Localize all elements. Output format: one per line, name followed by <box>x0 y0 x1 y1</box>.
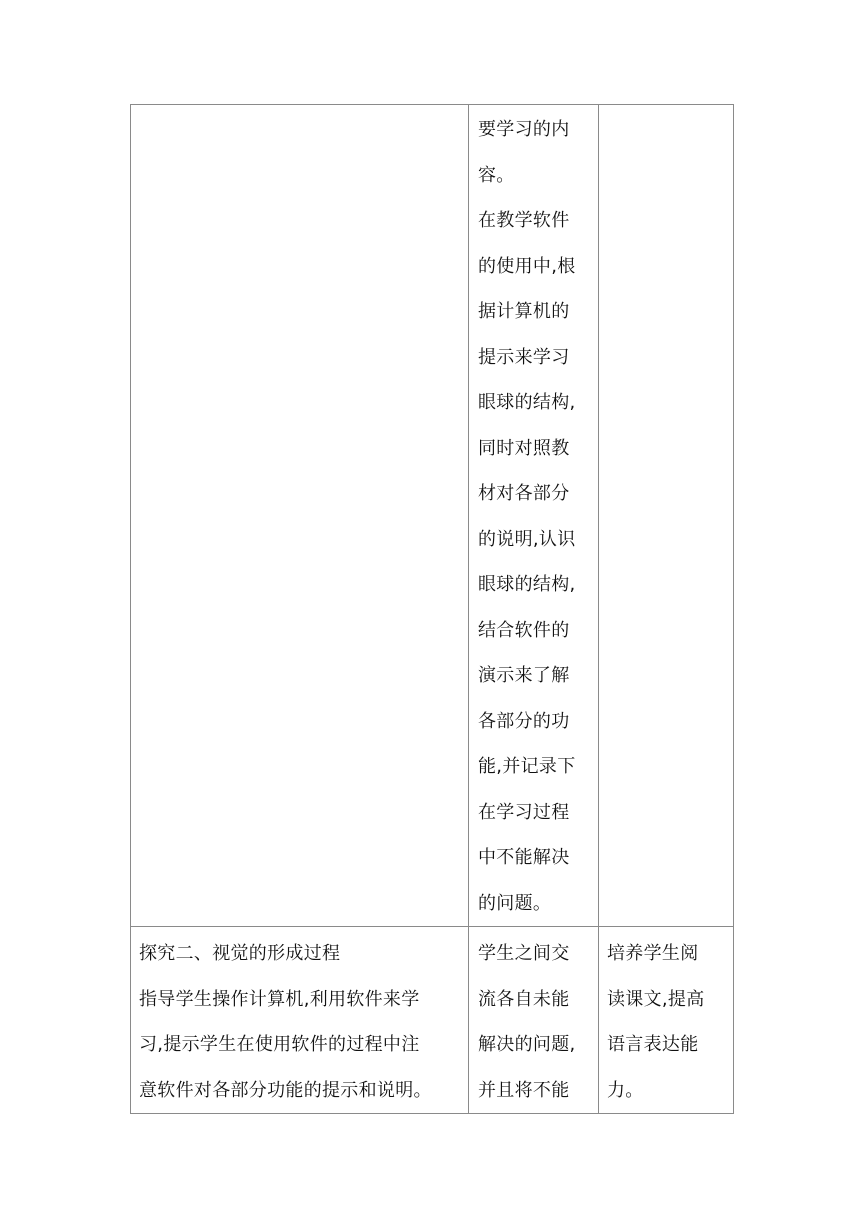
text-line: 指导学生操作计算机,利用软件来学 <box>139 988 420 1010</box>
teacher-activity-cell <box>131 927 469 1114</box>
text-line: 习,提示学生在使用软件的过程中注 <box>139 1034 420 1055</box>
text-line: 的问题。 <box>478 892 552 914</box>
teacher-activity-cell <box>131 105 469 927</box>
text-line: 中不能解决 <box>478 847 570 868</box>
text-line: 据计算机的 <box>478 301 570 322</box>
text-line: 结合软件的 <box>478 619 570 641</box>
text-line: 在学习过程 <box>478 801 570 823</box>
table-row <box>131 105 734 927</box>
text-line: 力。 <box>607 1079 644 1101</box>
text-line: 培养学生阅 <box>607 943 699 964</box>
text-line: 在教学软件 <box>478 210 570 231</box>
text-line: 提示来学习 <box>478 346 570 368</box>
text-line: 各部分的功 <box>478 710 570 732</box>
cell-text <box>599 927 733 1113</box>
text-line: 能,并记录下 <box>478 756 576 777</box>
text-line: 解决的问题, <box>478 1034 576 1055</box>
student-activity-cell <box>469 927 599 1114</box>
design-intent-cell <box>599 927 734 1114</box>
cell-text <box>131 105 468 109</box>
text-line: 眼球的结构, <box>478 392 576 413</box>
text-line: 语言表达能 <box>607 1034 699 1055</box>
text-line: 要学习的内 <box>478 119 570 140</box>
text-line: 探究二、视觉的形成过程 <box>139 943 341 964</box>
student-activity-cell <box>469 105 599 927</box>
text-line: 的使用中,根 <box>478 255 576 277</box>
design-intent-cell <box>599 105 734 927</box>
cell-text <box>131 927 468 1113</box>
text-line: 容。 <box>478 164 515 186</box>
table-row <box>131 927 734 1114</box>
text-line: 意软件对各部分功能的提示和说明。 <box>139 1079 432 1101</box>
text-line: 材对各部分 <box>478 483 570 504</box>
cell-text <box>469 927 598 1113</box>
lesson-plan-table <box>130 104 734 1114</box>
text-line: 并且将不能 <box>478 1079 570 1101</box>
text-line: 流各自未能 <box>478 988 570 1010</box>
text-line: 学生之间交 <box>478 943 570 964</box>
text-line: 同时对照教 <box>478 437 570 459</box>
text-line: 眼球的结构, <box>478 574 576 595</box>
text-line: 的说明,认识 <box>478 528 576 550</box>
cell-text <box>599 105 733 109</box>
cell-text <box>469 105 598 926</box>
text-line: 演示来了解 <box>478 665 570 686</box>
text-line: 读课文,提高 <box>607 988 705 1010</box>
